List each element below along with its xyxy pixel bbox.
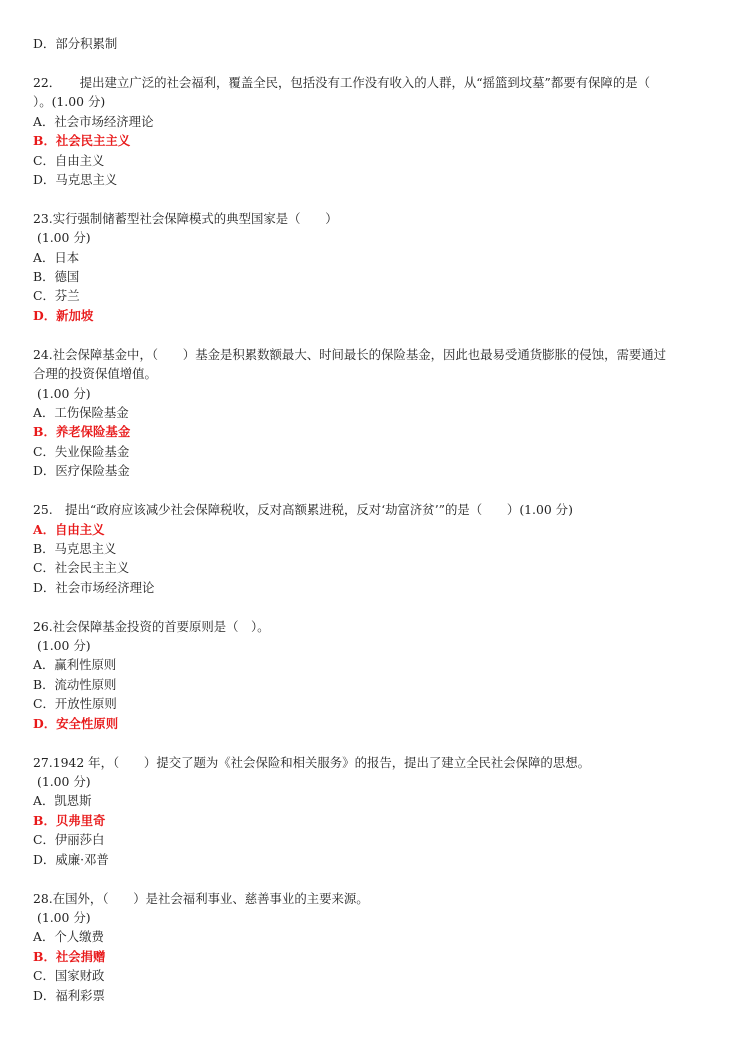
question-stem: ）。(1.00 分) bbox=[33, 94, 106, 110]
question-block bbox=[33, 209, 713, 325]
answer-option: C．伊丽莎白 bbox=[33, 832, 105, 848]
correct-option: B．贝弗里奇 bbox=[33, 812, 106, 828]
answer-option: D．医疗保险基金 bbox=[33, 463, 130, 479]
question-stem: 25. 提出“政府应该减少社会保障税收，反对高额累进税，反对‘劫富济贫’”的是（ ）(1.00 分) bbox=[33, 502, 573, 518]
question-score: (1.00 分) bbox=[37, 385, 91, 401]
question-stem: 28.在国外，（ ）是社会福利事业、慈善事业的主要来源。 bbox=[33, 890, 369, 906]
answer-option: C．芬兰 bbox=[33, 288, 80, 304]
answer-option: A．个人缴费 bbox=[33, 929, 104, 945]
answer-option: C．国家财政 bbox=[33, 968, 105, 984]
question-block bbox=[33, 73, 713, 189]
question-block bbox=[33, 500, 713, 597]
answer-option: B．流动性原则 bbox=[33, 676, 117, 692]
question-block bbox=[33, 753, 713, 869]
question-stem: 26.社会保障基金投资的首要原则是（ ）。 bbox=[33, 618, 270, 634]
answer-option: A．日本 bbox=[33, 249, 80, 265]
question-21-option-d: D．部分积累制 bbox=[33, 36, 118, 51]
question-stem: 22． 提出建立广泛的社会福利，覆盖全民，包括没有工作没有收入的人群，从“摇篮到坟墓”都要有保障的是（ bbox=[33, 74, 650, 90]
answer-option: A．凯恩斯 bbox=[33, 793, 92, 809]
answer-option: A．社会市场经济理论 bbox=[33, 113, 154, 129]
question-stem: 23.实行强制储蓄型社会保障模式的典型国家是（ ） bbox=[33, 210, 338, 226]
correct-option: B．养老保险基金 bbox=[33, 424, 131, 440]
question-stem: 27.1942 年，（ ）提交了题为《社会保险和相关服务》的报告，提出了建立全民社会保障的思想。 bbox=[33, 754, 590, 770]
question-block bbox=[33, 889, 713, 1005]
answer-option: C．开放性原则 bbox=[33, 696, 117, 712]
question-stem: 合理的投资保值增值。 bbox=[33, 366, 157, 382]
answer-option: A．赢利性原则 bbox=[33, 657, 117, 673]
answer-option: C．自由主义 bbox=[33, 152, 105, 168]
answer-option: B．马克思主义 bbox=[33, 540, 117, 556]
answer-option: B．德国 bbox=[33, 269, 80, 285]
question-score: (1.00 分) bbox=[37, 909, 91, 925]
answer-option: C．失业保险基金 bbox=[33, 443, 130, 459]
answer-option: A．工伤保险基金 bbox=[33, 405, 129, 420]
question-stem: 24.社会保障基金中，（ ）基金是积累数额最大、时间最长的保险基金，因此也最易受通货膨胀的侵蚀，需要通过 bbox=[33, 346, 667, 362]
question-score: (1.00 分) bbox=[37, 230, 91, 246]
correct-option: B．社会捐赠 bbox=[33, 948, 106, 964]
answer-option: D．马克思主义 bbox=[33, 171, 118, 187]
correct-option: A．自由主义 bbox=[33, 521, 105, 537]
answer-option: D．福利彩票 bbox=[33, 987, 105, 1003]
answer-option: D．社会市场经济理论 bbox=[33, 579, 155, 595]
question-block bbox=[33, 617, 713, 733]
correct-option: D．安全性原则 bbox=[33, 715, 119, 731]
question-score: (1.00 分) bbox=[37, 774, 91, 789]
correct-option: B．社会民主主义 bbox=[33, 133, 131, 149]
question-block bbox=[33, 345, 713, 481]
exam-page bbox=[33, 34, 713, 1005]
question-list bbox=[33, 73, 713, 1005]
answer-option: C．社会民主主义 bbox=[33, 560, 130, 576]
correct-option: D．新加坡 bbox=[33, 307, 94, 323]
answer-option: D．威廉·邓普 bbox=[33, 851, 109, 867]
question-score: (1.00 分) bbox=[37, 638, 91, 654]
